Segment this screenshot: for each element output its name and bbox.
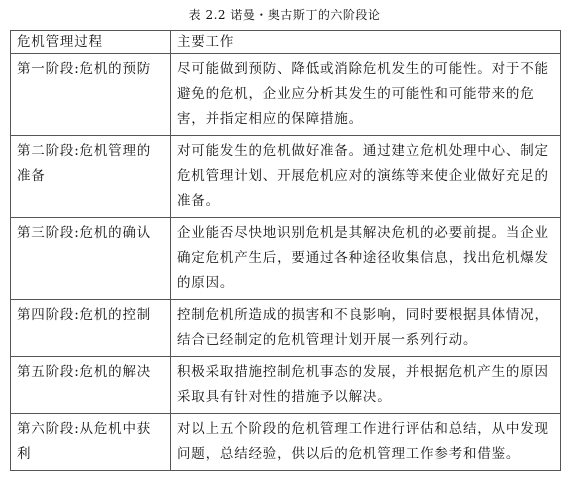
stage-cell: 第四阶段:危机的控制 — [11, 300, 171, 357]
stage-cell: 第六阶段:从危机中获利 — [11, 414, 171, 471]
table-row — [11, 54, 561, 136]
header-process: 危机管理过程 — [11, 31, 171, 54]
work-cell: 积极采取措施控制危机事态的发展，并根据危机产生的原因采取具有针对性的措施予以解决。 — [171, 357, 561, 414]
stage-cell: 第一阶段:危机的预防 — [11, 54, 171, 136]
stage-cell: 第五阶段:危机的解决 — [11, 357, 171, 414]
table-row — [11, 357, 561, 414]
header-main-work: 主要工作 — [171, 31, 561, 54]
stage-cell: 第二阶段:危机管理的准备 — [11, 136, 171, 218]
stage-cell: 第三阶段:危机的确认 — [11, 218, 171, 300]
six-stage-table — [10, 30, 561, 471]
table-row — [11, 136, 561, 218]
table-row — [11, 300, 561, 357]
work-cell: 对可能发生的危机做好准备。通过建立危机处理中心、制定危机管理计划、开展危机应对的演练等来使企业做好充足的准备。 — [171, 136, 561, 218]
work-cell: 企业能否尽快地识别危机是其解决危机的必要前提。当企业确定危机产生后，要通过各种途径收集信息，找出危机爆发的原因。 — [171, 218, 561, 300]
table-header-row — [11, 31, 561, 54]
table-row — [11, 414, 561, 471]
table-row — [11, 218, 561, 300]
work-cell: 对以上五个阶段的危机管理工作进行评估和总结，从中发现问题，总结经验，供以后的危机管理工作参考和借鉴。 — [171, 414, 561, 471]
work-cell: 尽可能做到预防、降低或消除危机发生的可能性。对于不能避免的危机，企业应分析其发生的可能性和可能带来的危害，并指定相应的保障措施。 — [171, 54, 561, 136]
work-cell: 控制危机所造成的损害和不良影响，同时要根据具体情况，结合已经制定的危机管理计划开展一系列行动。 — [171, 300, 561, 357]
table-caption: 表 2.2 诺曼・奥古斯丁的六阶段论 — [188, 8, 381, 22]
